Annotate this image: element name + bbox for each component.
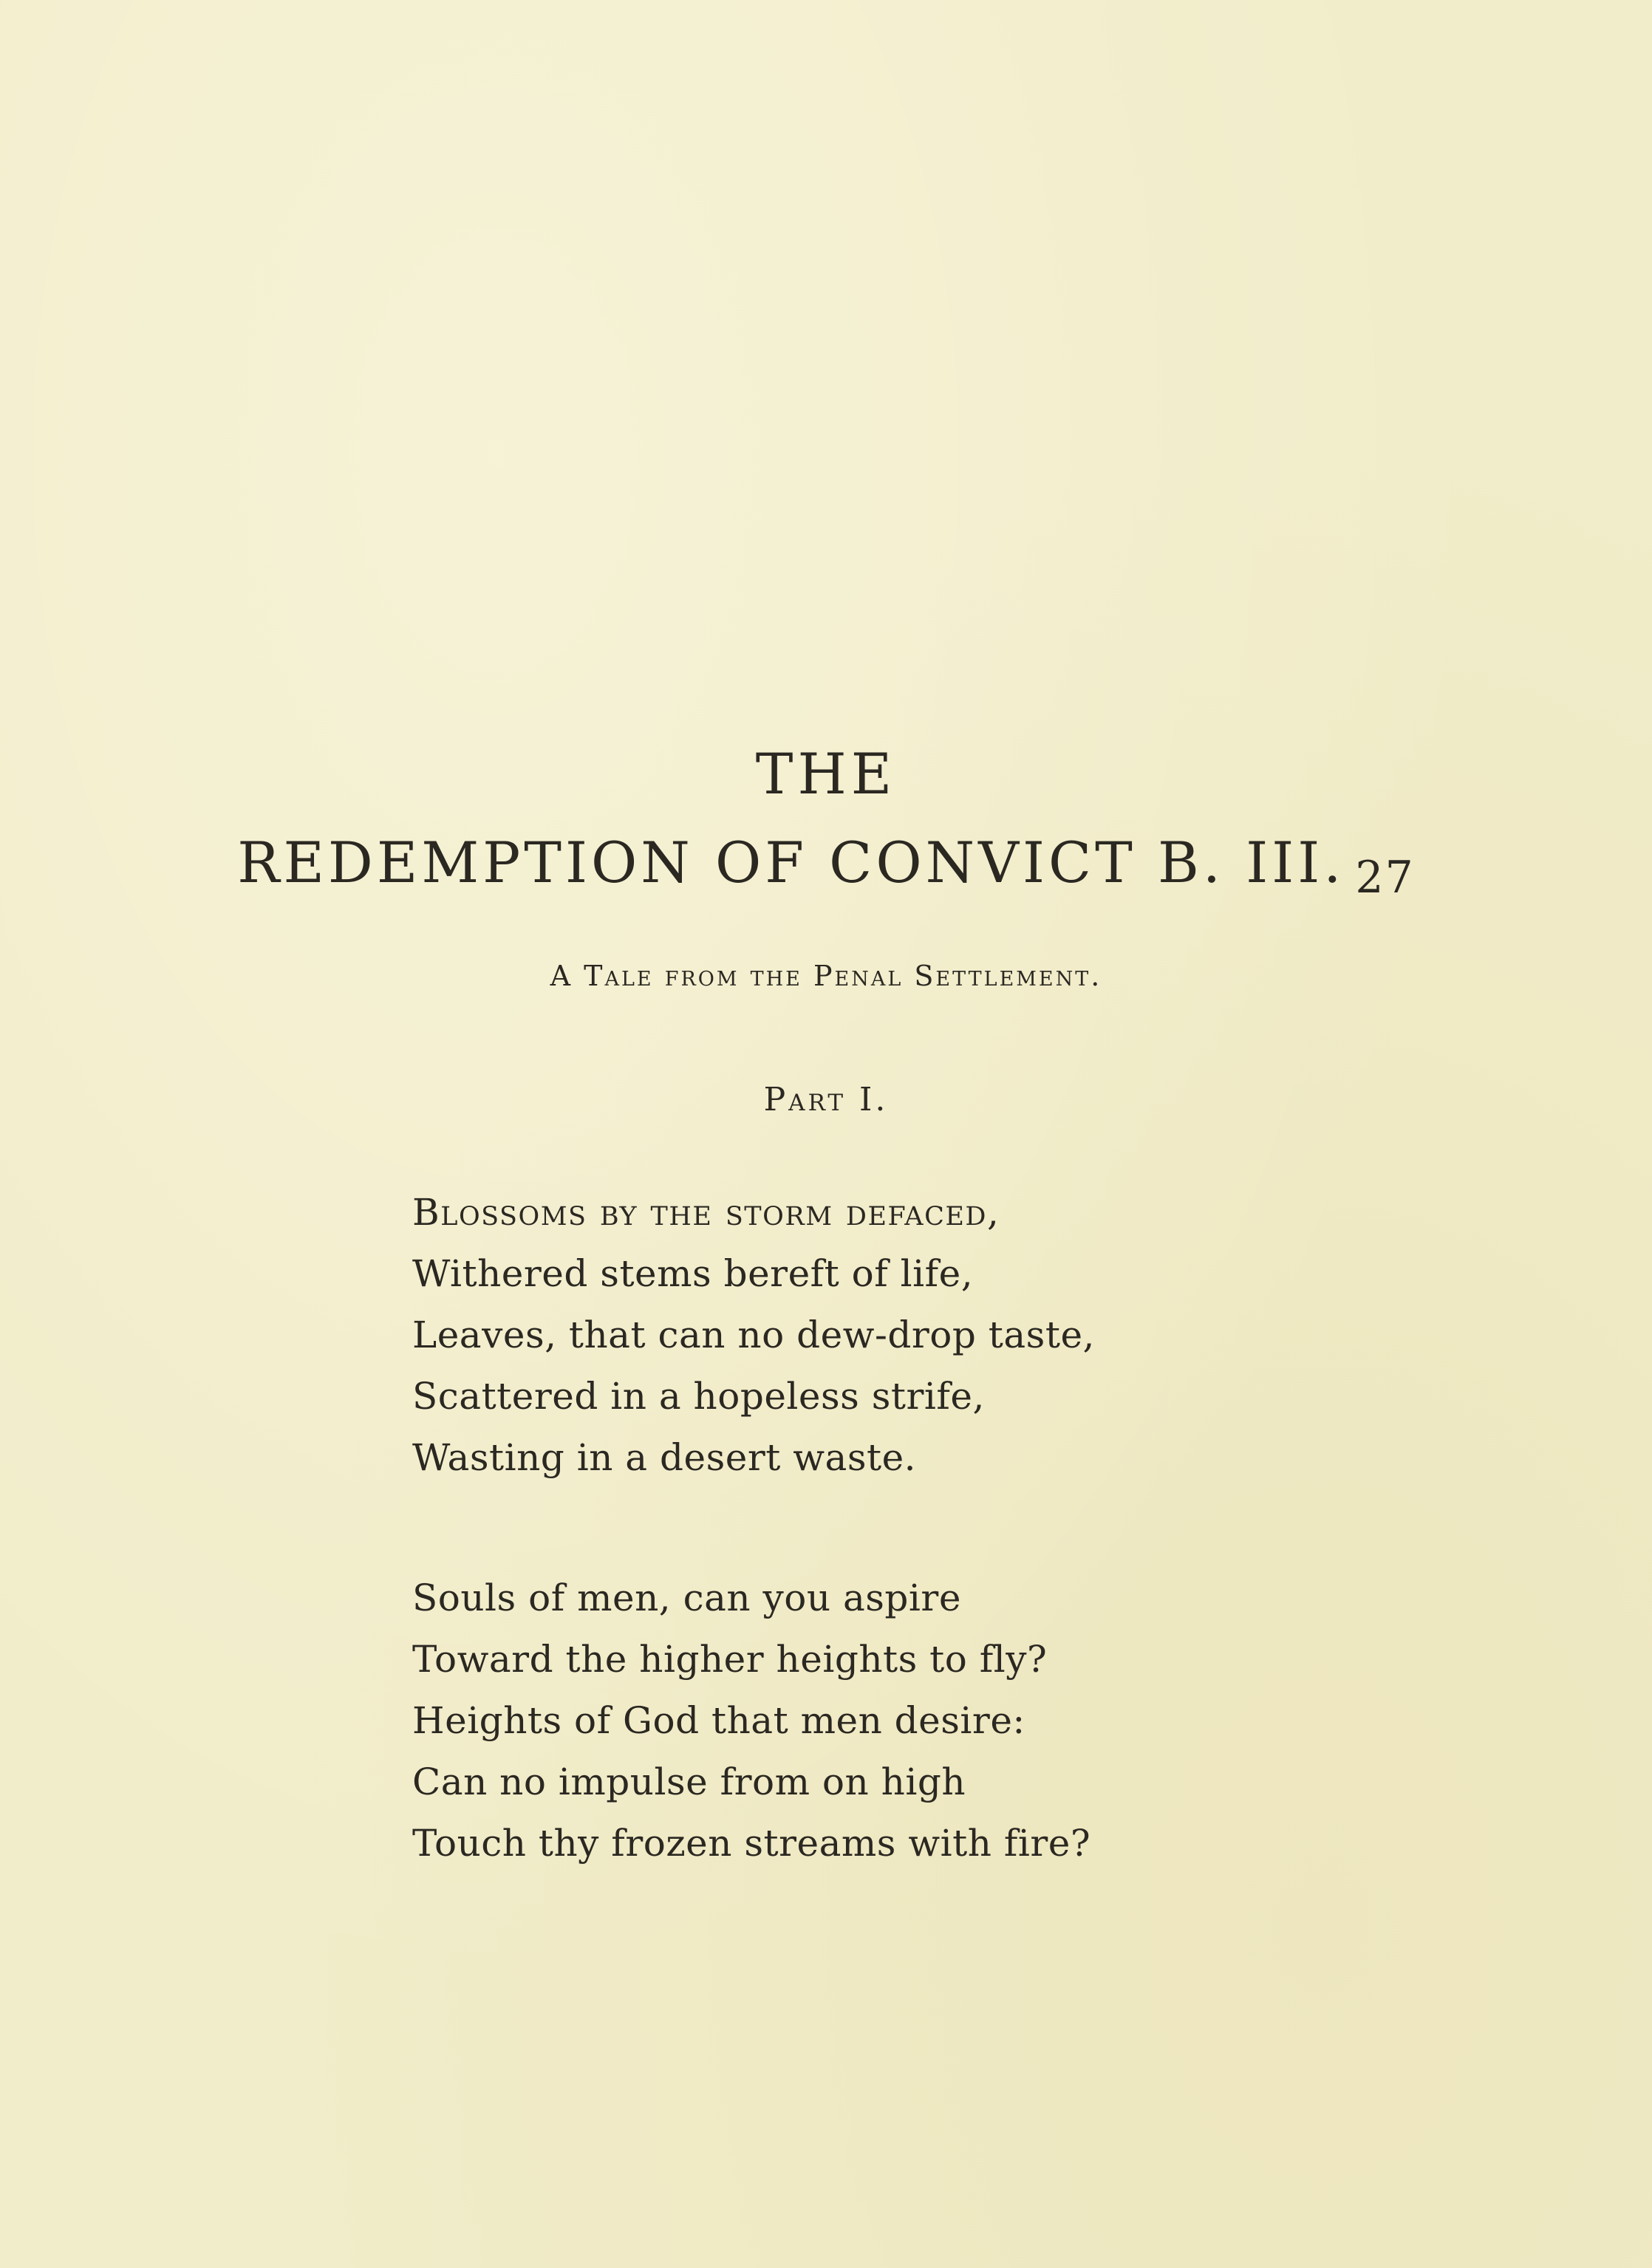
poem-line: Scattered in a hopeless strife, bbox=[412, 1375, 985, 1418]
poem-line: Toward the higher heights to fly? bbox=[412, 1638, 1048, 1681]
title-line-main bbox=[0, 830, 1652, 904]
poem-line: Souls of men, can you aspire bbox=[412, 1577, 961, 1619]
poem-line: Can no impulse from on high bbox=[412, 1760, 966, 1803]
poem-line: Leaves, that can no dew-drop taste, bbox=[412, 1314, 1095, 1356]
poem-line: Touch thy frozen streams with fire? bbox=[412, 1822, 1091, 1865]
title-number: 27 bbox=[1355, 852, 1415, 904]
stanza-1 bbox=[412, 1182, 1095, 1489]
subtitle: A Tale from the Penal Settlement. bbox=[550, 960, 1102, 992]
poem-line-text: Blossoms by the storm defaced, bbox=[412, 1191, 1000, 1234]
poem-line bbox=[412, 1182, 1095, 1243]
part-heading: Part I. bbox=[763, 1081, 889, 1118]
poem-line: Wasting in a desert waste. bbox=[412, 1436, 917, 1479]
stanza-2 bbox=[412, 1568, 1090, 1874]
title-text: REDEMPTION OF CONVICT B. III. bbox=[237, 830, 1345, 895]
poem-line: Heights of God that men desire: bbox=[412, 1699, 1025, 1742]
title-line-the: THE bbox=[755, 741, 897, 807]
poem-line: Withered stems bereft of life, bbox=[412, 1252, 974, 1295]
